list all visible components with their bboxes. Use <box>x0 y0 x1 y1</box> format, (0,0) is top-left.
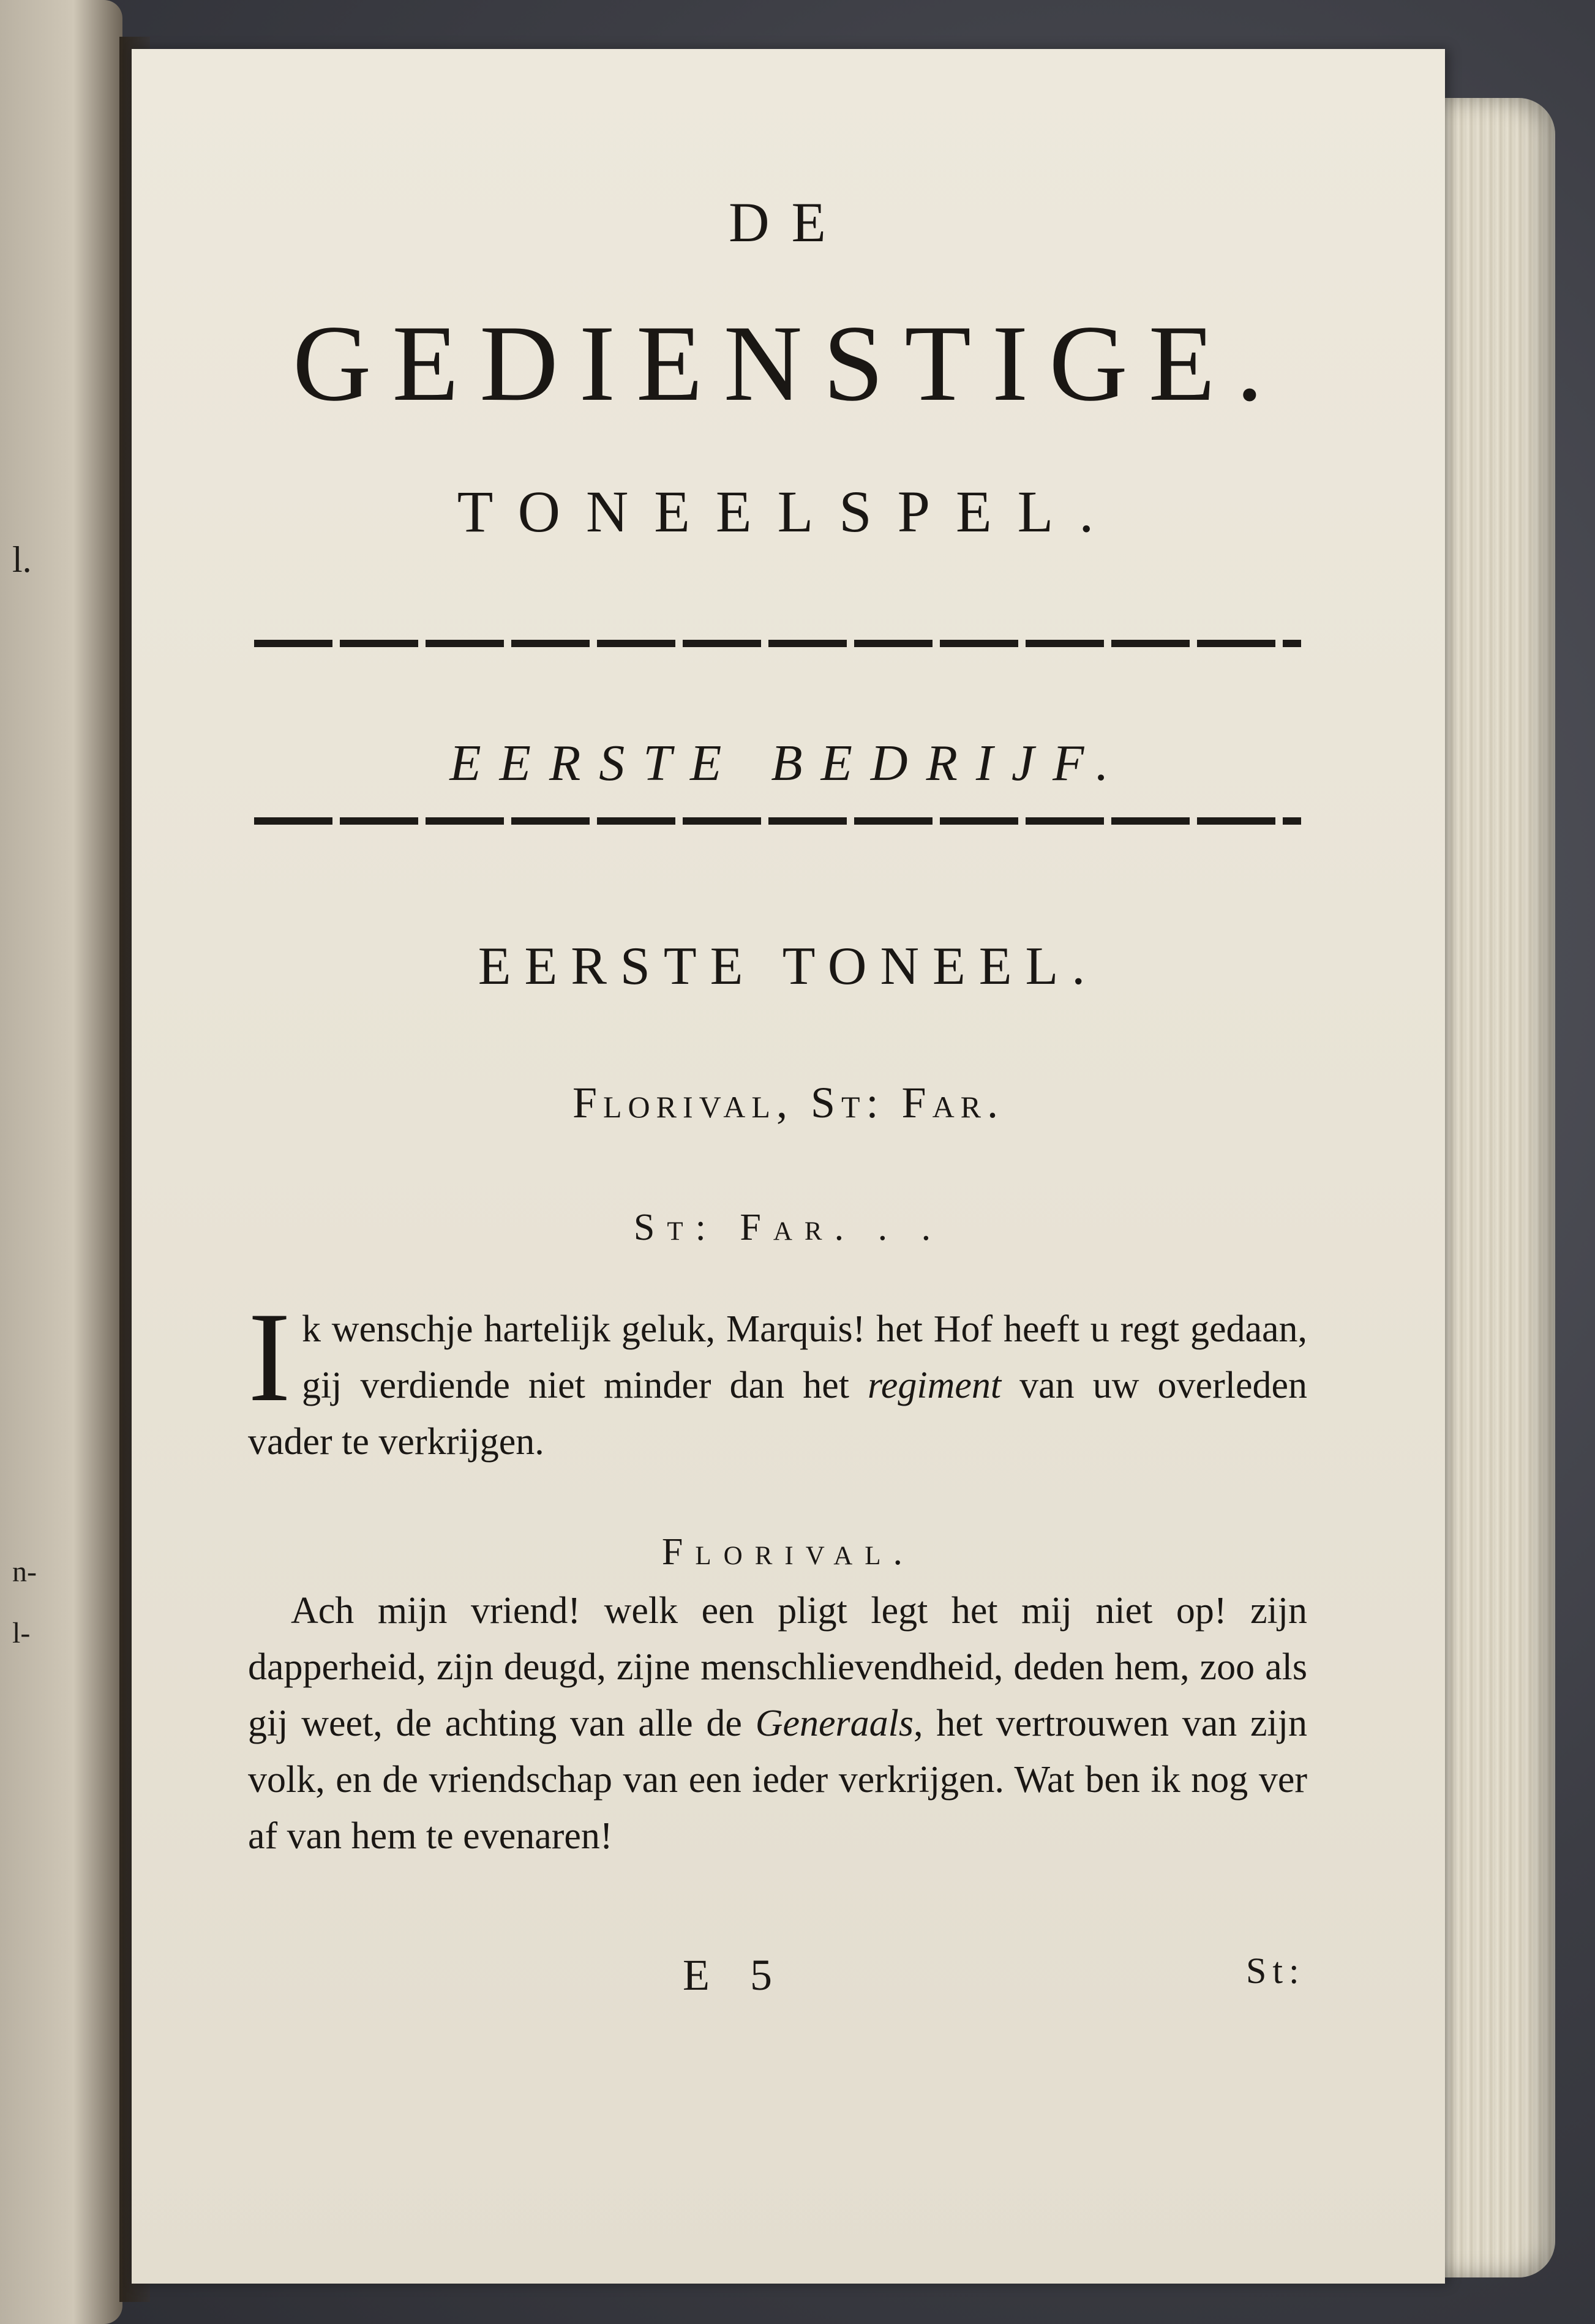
paragraph-text: van uw overleden vader te verkrijgen. <box>248 1365 1307 1463</box>
speaker-label: Florival. <box>661 1531 915 1573</box>
left-page-fragment: l- <box>12 1617 31 1649</box>
page-title: GEDIENSTIGE. <box>292 302 1285 424</box>
paragraph-text: , het vertrouwen van zijn volk, en de vriendschap van een ieder verkrijgen. Wat ben ik nog ver af van hem te evenaren! <box>248 1703 1307 1857</box>
left-page-fragment: l. <box>12 539 32 580</box>
page-subtitle: TONEELSPEL. <box>457 479 1120 544</box>
paragraph-text: k wenschje hartelijk geluk, Marquis! het Hof heeft u regt gedaan, gij verdiende niet minder dan het <box>301 1308 1307 1406</box>
paragraph <box>248 1286 1307 1470</box>
signature-mark: E 5 <box>683 1951 787 2000</box>
act-heading: EERSTE BEDRIJF. <box>449 735 1127 792</box>
book-page <box>132 49 1445 2284</box>
paragraph-text: Ach mijn vriend! welk een pligt legt het mij niet op! zijn dapperheid, zijn deugd, zijne menschlievendheid, deden hem, zoo als gij weet, de achting van alle de <box>248 1590 1307 1744</box>
running-head: DE <box>729 191 848 253</box>
left-page-fragment: n- <box>12 1556 37 1588</box>
left-page <box>0 0 122 2324</box>
divider-rule <box>254 640 1301 647</box>
catchword: St: <box>1246 1951 1305 1991</box>
drop-cap: I <box>248 1286 291 1428</box>
italic-term: Generaals <box>755 1703 914 1744</box>
paragraph <box>248 1583 1307 1864</box>
speaker-label: St: Far. . . <box>633 1207 944 1248</box>
characters-line: Florival, St: Far. <box>572 1078 1005 1127</box>
divider-rule <box>254 817 1301 825</box>
italic-term: regiment <box>868 1365 1002 1406</box>
scene-heading: EERSTE TONEEL. <box>478 937 1099 996</box>
